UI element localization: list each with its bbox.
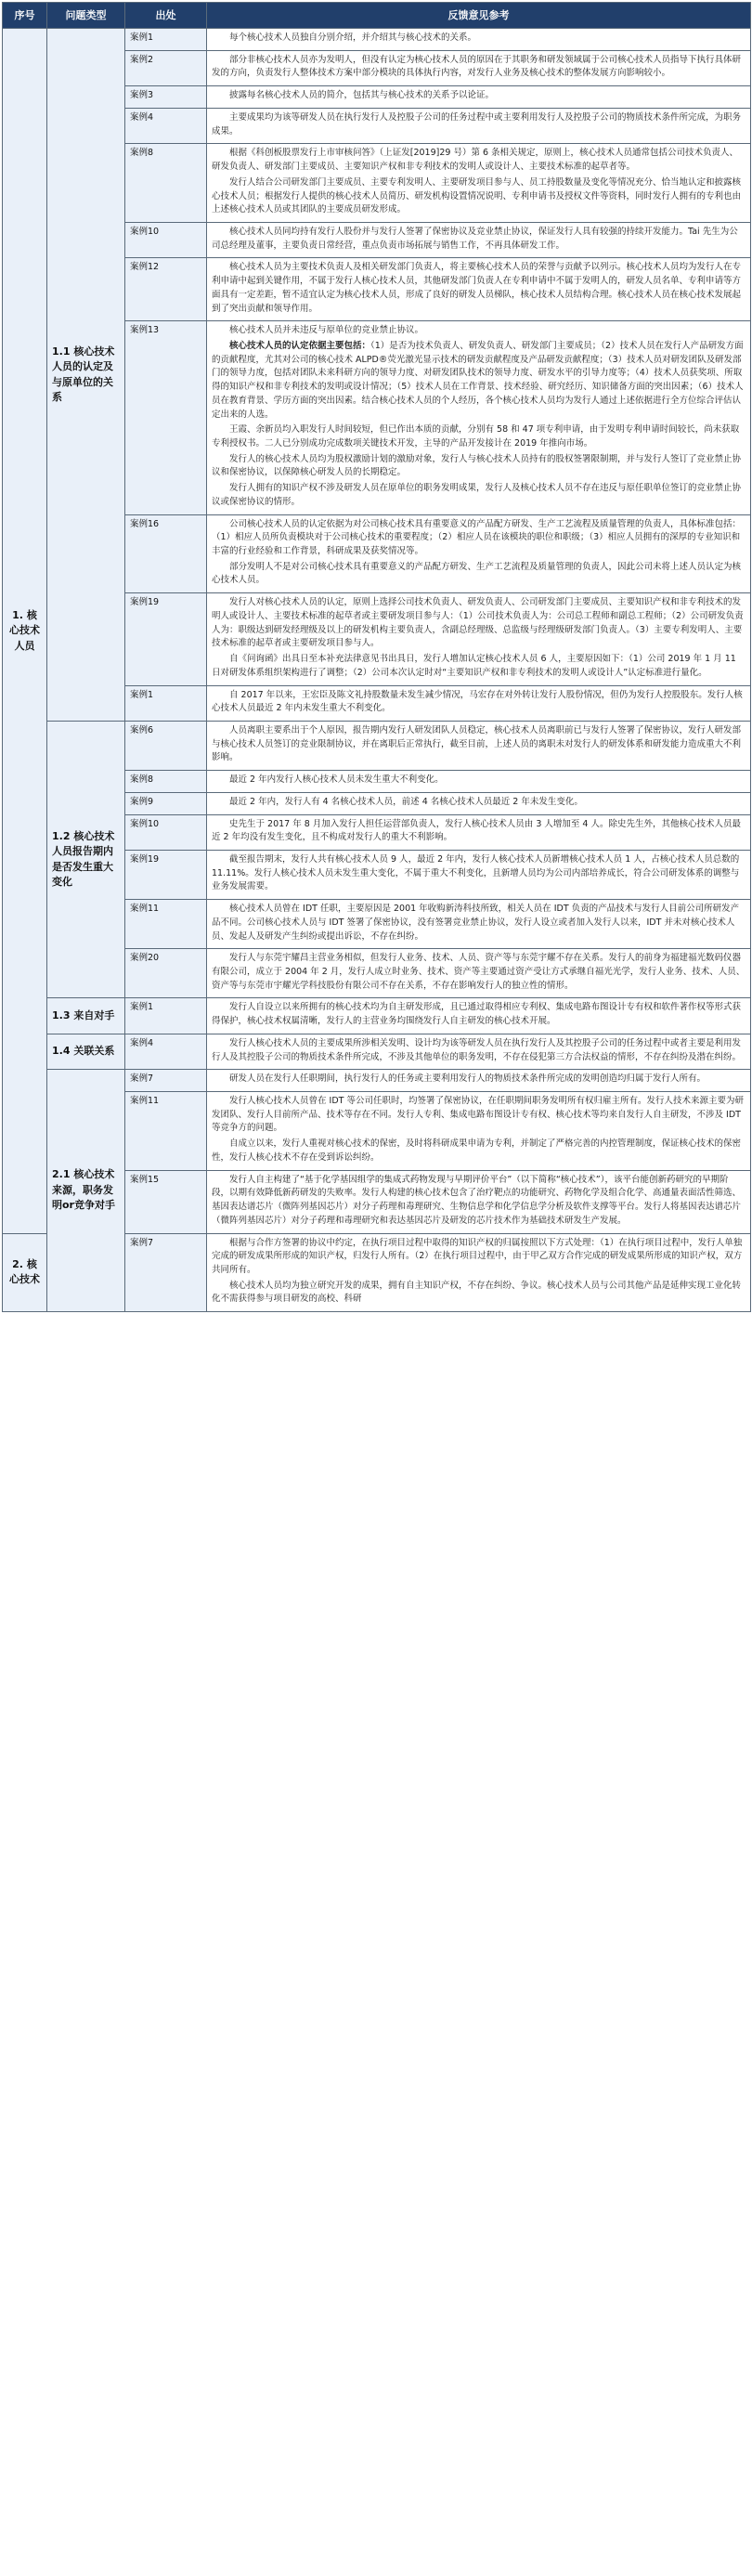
feedback-paragraph: 人员离职主要系出于个人原因，报告期内发行人研发团队人员稳定，核心技术人员离职前已与发行人签署了保密协议，发行人研发部与核心技术人员签订的竞业限制协议，并在离职后正常执行，截至目前，上述人员的离职未对发行人的研发体系和研发能力造成重大不利影响。 bbox=[212, 724, 742, 763]
feedback-text bbox=[207, 771, 751, 793]
feedback-paragraph: 核心技术人员为主要技术负责人及相关研发部门负责人，将主要核心技术人员的荣誉与贡献予以列示。核心技术人员均为发行人在专利申请中起到关键作用，不属于发行人核心技术人员，其他研发部门负责人在专利申请中不属于发明人的，研发人员名单、专利申请等方面具有一定差距，暂不适宜认定为核心技术人员，形成了良好的研发人员梯队，核心技术人员结构合理。核心技术人员在核心技术发展起到了突出贡献和领导作用。 bbox=[212, 262, 742, 314]
feedback-paragraph: 研发人员在发行人任职期间，执行发行人的任务或主要利用发行人的物质技术条件所完成的发明创造均归属于发行人所有。 bbox=[229, 1073, 707, 1085]
feedback-paragraph: 自 2017 年以来，王宏臣及陈文礼持股数量未发生减少情况，马宏存在对外转让发行人股份情况，但仍为发行人控股股东。发行人核心技术人员最近 2 年内未发生重大不利变化。 bbox=[212, 689, 743, 714]
case-source: 案例10 bbox=[125, 814, 207, 850]
feedback-paragraph: 最近 2 年内发行人核心技术人员未发生重大不利变化。 bbox=[229, 774, 444, 786]
issue-type: 1.2 核心技术人员报告期内是否发生重大变化 bbox=[47, 721, 125, 998]
case-source: 案例15 bbox=[125, 1170, 207, 1233]
feedback-paragraph: 自成立以来，发行人重视对核心技术的保密，及时将科研成果申请为专利，并制定了严格完善的内控管理制度，保证核心技术的保密性，发行人核心技术不存在受到诉讼纠纷。 bbox=[212, 1138, 742, 1163]
feedback-paragraph: 最近 2 年内，发行人有 4 名核心技术人员，前述 4 名核心技术人员最近 2 年未发生变化。 bbox=[229, 796, 583, 807]
case-source: 案例1 bbox=[125, 685, 207, 721]
feedback-paragraph: 根据与合作方签署的协议中约定，在执行项目过程中取得的知识产权的归属按照以下方式处理：（1）在执行项目过程中，发行人单独完成的研发成果所形成的知识产权，归发行人所有。（2）在执行项目过程中，由于甲乙双方合作完成的研发成果所形成的知识产权，双方共同所有。 bbox=[212, 1237, 743, 1275]
feedback-text bbox=[207, 1070, 751, 1092]
feedback-paragraph: 核心技术人员均为独立研究开发的成果，拥有自主知识产权，不存在纠纷、争议。核心技术人员与公司其他产品是延伸实现工业化转化不需获得参与项目研发的高校、科研 bbox=[212, 1280, 742, 1305]
table-row bbox=[3, 721, 751, 770]
feedback-paragraph: 发行人拥有的知识产权不涉及研发人员在原单位的职务发明成果，发行人及核心技术人员不存在违反与原任职单位签订的竞业禁止协议或保密协议的情形。 bbox=[212, 483, 742, 507]
table-row bbox=[3, 1034, 751, 1069]
feedback-text bbox=[207, 721, 751, 770]
case-source: 案例16 bbox=[125, 514, 207, 593]
case-source: 案例8 bbox=[125, 771, 207, 793]
feedback-text bbox=[207, 792, 751, 814]
feedback-paragraph: 发行人核心技术人员曾在 IDT 等公司任职时，均签署了保密协议，在任职期间职务发明所有权归雇主所有。发行人技术来源主要为研发团队、发行人目前所产品、技术等存在不同。发行人专利、集成电路布图设计专有权、核心技术等均来自发行人自主研发，不涉及 IDT 等竞争方的问题。 bbox=[212, 1096, 744, 1134]
section-number: 2. 核心技术 bbox=[3, 1233, 47, 1312]
feedback-text bbox=[207, 900, 751, 949]
feedback-paragraph: 发行人核心技术人员的主要成果所涉相关发明、设计均为该等研发人员在执行发行人及其控股子公司的任务过程中或者主要是利用发行人及其控股子公司的物质技术条件所完成，不涉及其他单位的职务发明，不存在侵犯第三方合法权益的情形，不存在纠纷及潜在纠纷。 bbox=[212, 1037, 742, 1062]
issue-type: 1.1 核心技术人员的认定及与原单位的关系 bbox=[47, 29, 125, 722]
feedback-paragraph: 每个核心技术人员独自分别介绍，并介绍其与核心技术的关系。 bbox=[229, 33, 477, 44]
table-body bbox=[3, 29, 751, 1312]
case-source: 案例11 bbox=[125, 1092, 207, 1171]
feedback-text bbox=[207, 850, 751, 899]
case-source: 案例2 bbox=[125, 50, 207, 85]
feedback-text bbox=[207, 86, 751, 109]
case-source: 案例12 bbox=[125, 258, 207, 321]
feedback-text bbox=[207, 1092, 751, 1171]
case-source: 案例20 bbox=[125, 949, 207, 998]
feedback-text bbox=[207, 108, 751, 143]
feedback-table bbox=[2, 2, 751, 1312]
case-source: 案例4 bbox=[125, 108, 207, 143]
issue-type: 2.1 核心技术来源，职务发明or竞争对手 bbox=[47, 1070, 125, 1312]
feedback-text bbox=[207, 998, 751, 1034]
feedback-paragraph: 发行人结合公司研发部门主要成员、主要专利发明人、主要研发项目参与人、员工持股数量及变化等情况充分、恰当地认定和披露核心技术人员；根据发行人提供的核心技术人员简历、研发机构设置情况说明、专利申请书及授权文件等资料，同时发行人拥有的专利也由上述核心技术人员或其团队的主要成员研发形成。 bbox=[212, 176, 742, 215]
table-row bbox=[3, 1070, 751, 1092]
feedback-paragraph: 王霞、余新员均入职发行人时间较短，但已作出本质的贡献，分别有 58 和 47 项专利申请，由于发明专利申请时间较长，尚未获取专利授权书。二人已分别成功完成数项关键技术开发，主导的产品开发接计在 2019 年推向市场。 bbox=[212, 424, 740, 449]
table-header-row bbox=[3, 3, 751, 29]
feedback-text bbox=[207, 685, 751, 721]
feedback-paragraph: 发行人的核心技术人员均为股权激励计划的激励对象，发行人与核心技术人员持有的股权签署限制期，并与发行人签订了竞业禁止协议和保密协议，以保障核心研发人员的长期稳定。 bbox=[212, 453, 742, 478]
issue-type: 1.3 来自对手 bbox=[47, 998, 125, 1034]
feedback-paragraph: 发行人对核心技术人员的认定，原则上选择公司技术负责人、研发负责人、公司研发部门主要成员、主要知识产权和非专利技术的发明人或设计人、主要技术标准的起草者或主要研发项目参与人：（1）公司技术负责人为：公司总工程师和副总工程师；（2）公司研发负责人为：职级达到研发经理级及以上的研发机构主要负责人，含副总经理级、总监级与经理级研发部门负责人。（3）主要专利发明人、主要技术标准的起草者或主要研发项目参与人。 bbox=[212, 597, 744, 649]
feedback-text bbox=[207, 514, 751, 593]
feedback-paragraph: 发行人自设立以来所拥有的核心技术均为自主研发形成，且已通过取得相应专利权、集成电路布图设计专有权和软件著作权等形式获得保护，核心技术权属清晰，发行人的主营业务均围绕发行人自主研发的核心技术开展。 bbox=[212, 1002, 742, 1027]
feedback-text bbox=[207, 949, 751, 998]
feedback-paragraph: 公司核心技术人员的认定依据为对公司核心技术具有重要意义的产品配方研发、生产工艺流程及质量管理的负责人，具体标准包括：（1）相应人员所负责模块对于公司核心技术的重要程度；（2）相应人员在该模块的职位和职级；（3）相应人员拥有的深厚的专业知识和丰富的行业经验和工作背景，科研成果及获奖情况等。 bbox=[212, 518, 742, 557]
feedback-text bbox=[207, 1170, 751, 1233]
feedback-paragraph: 截至报告期末，发行人共有核心技术人员 9 人，最近 2 年内，发行人核心技术人员新增核心技术人员 1 人，占核心技术人员总数的 11.11%。发行人核心技术人员未发生重大变化，不属于重大不利变化，且新增人员均为公司内部培养成长，符合公司研发体系的调整与业务发展需要。 bbox=[212, 853, 740, 892]
case-source: 案例4 bbox=[125, 1034, 207, 1069]
header-source: 出处 bbox=[125, 3, 207, 29]
feedback-paragraph: 部分非核心技术人员亦为发明人，但没有认定为核心技术人员的原因在于其职务和研发领域属于公司核心技术人员指导下执行具体研发的方向，负责发行人整体技术方案中部分模块的具体执行内容，对发行人业务及核心技术的整体发展方向影响较小。 bbox=[212, 54, 742, 79]
header-feedback: 反馈意见参考 bbox=[207, 3, 751, 29]
feedback-paragraph: 部分发明人不是对公司核心技术具有重要意义的产品配方研发、生产工艺流程及质量管理的负责人，因此公司未将上述人员认定为核心技术人员。 bbox=[212, 561, 742, 586]
feedback-text bbox=[207, 321, 751, 514]
case-source: 案例7 bbox=[125, 1070, 207, 1092]
feedback-text bbox=[207, 144, 751, 223]
case-source: 案例10 bbox=[125, 222, 207, 257]
table-row bbox=[3, 998, 751, 1034]
table-row bbox=[3, 29, 751, 51]
feedback-paragraph: 披露每名核心技术人员的简介，包括其与核心技术的关系予以论证。 bbox=[229, 90, 495, 101]
case-source: 案例6 bbox=[125, 721, 207, 770]
case-source: 案例19 bbox=[125, 593, 207, 685]
case-source: 案例13 bbox=[125, 321, 207, 514]
case-source: 案例3 bbox=[125, 86, 207, 109]
feedback-text bbox=[207, 593, 751, 685]
feedback-paragraph: 核心技术人员的认定依据主要包括：（1）是否为技术负责人、研发负责人、研发部门主要成员；（2）技术人员在发行人产品研发方面的贡献程度，尤其对公司的核心技术 ALPD®荧光激光显示技术的研发贡献程度及产品研发贡献程度；（3）技术人员对研发团队及研发部门的领导力度，包括对团队未来科研方向的领导力度、对研发团队技术的领导力度、研发水平的引导力度等；（4）技术人员获奖项、所取得的知识产权和非专利技术的发明或设计情况；（5）技术人员在工作背景、技术经验、研究经历、知识储备方面的突出因素；（6）技术人员在教育背景、学历方面的突出因素。结合核心技术人员的个人经历，各个核心技术人员均为发行人通过上述依据进行全方位综合评估认定出来的人选。 bbox=[212, 340, 744, 420]
feedback-text bbox=[207, 29, 751, 51]
case-source: 案例19 bbox=[125, 850, 207, 899]
case-source: 案例1 bbox=[125, 998, 207, 1034]
header-seq: 序号 bbox=[3, 3, 47, 29]
feedback-text bbox=[207, 1233, 751, 1312]
feedback-paragraph: 史先生于 2017 年 8 月加入发行人担任运营部负责人，发行人核心技术人员由 3 人增加至 4 人。除史先生外，其他核心技术人员最近 2 年均没有发生变化，且不构成对发行人的重大不利影响。 bbox=[212, 818, 741, 843]
feedback-text bbox=[207, 258, 751, 321]
case-source: 案例9 bbox=[125, 792, 207, 814]
feedback-paragraph: 发行人自主构建了“基于化学基因组学的集成式药物发现与早期评价平台”（以下简称“核心技术”），该平台能创新药研究的早期阶段，以期有效降低新药研发的失败率。发行人构建的核心技术包含了治疗靶点的功能研究、药物化学及组合化学、高通量表面活性筛选、基因表达谱芯片（微阵列基因芯片）对分子药理和毒理研究、生物信息学和化学信息学分析及软件支撑等平台。发行人将基因表达谱芯片（微阵列基因芯片）对分子药理和毒理研究和表达基因芯片及研发的芯片技术作为基础技术研发生产发展。 bbox=[212, 1174, 742, 1226]
feedback-paragraph: 自《问询函》出具日至本补充法律意见书出具日，发行人增加认定核心技术人员 6 人，主要原因如下：（1）公司 2019 年 1 月 11 日对研发体系组织架构进行了调整；（2）公司本次认定时对“主要知识产权和非专利技术的发明人或设计人”认定标准进行量化。 bbox=[212, 654, 736, 678]
case-source: 案例8 bbox=[125, 144, 207, 223]
feedback-paragraph: 主要成果均为该等研发人员在执行发行人及控股子公司的任务过程中或主要利用发行人及控股子公司的物质技术条件所完成，为职务成果。 bbox=[212, 111, 742, 137]
case-source: 案例11 bbox=[125, 900, 207, 949]
feedback-text bbox=[207, 814, 751, 850]
feedback-paragraph: 核心技术人员并未违反与原单位的竞业禁止协议。 bbox=[229, 325, 424, 336]
feedback-text bbox=[207, 50, 751, 85]
case-source: 案例7 bbox=[125, 1233, 207, 1312]
feedback-text bbox=[207, 1034, 751, 1069]
case-source: 案例1 bbox=[125, 29, 207, 51]
section-number: 1. 核心技术人员 bbox=[3, 29, 47, 1233]
header-type: 问题类型 bbox=[47, 3, 125, 29]
feedback-paragraph: 发行人与东莞宇耀昌主营业务相似，但发行人业务、技术、人员、资产等与东莞宇耀不存在关系。发行人的前身为福建福光数码仪器有限公司，成立于 2004 年 2 月，发行人成立时业务、技术、资产等主要通过资产受让方式承继自福光光学，发行人业务、技术、人员、资产等与东莞市宇耀光学科技股份有限公司不存在关系，不存在影响发行人的独立性的情形。 bbox=[212, 953, 746, 991]
feedback-text bbox=[207, 222, 751, 257]
feedback-paragraph: 根据《科创板股票发行上市审核问答》（上证发[2019]29 号）第 6 条相关规定，原则上，核心技术人员通常包括公司技术负责人、研发负责人、研发部门主要成员、主要知识产权和非专利技术的发明人或设计人、主要技术标准的起草者等。 bbox=[212, 148, 739, 173]
issue-type: 1.4 关联关系 bbox=[47, 1034, 125, 1069]
feedback-paragraph: 核心技术人员曾在 IDT 任职，主要原因是 2001 年收购新涛科技所致，相关人员在 IDT 负责的产品技术与发行人目前公司所研发产品不同。公司核心技术人员与 IDT 签署了保密协议，没有签署竞业禁止协议，发行人设立或者加入发行人以来，IDT 并未对核心技术人员、发起人及研发产生纠纷或提出诉讼，不存在纠纷。 bbox=[212, 904, 740, 942]
feedback-paragraph: 核心技术人员同均持有发行人股份并与发行人签署了保密协议及竞业禁止协议，保证发行人具有较强的持续开发能力。Tai 先生为公司总经理及董事，主要负责日常经营，重点负责市场拓展与销售工作，不再具体研发工作。 bbox=[212, 226, 738, 251]
